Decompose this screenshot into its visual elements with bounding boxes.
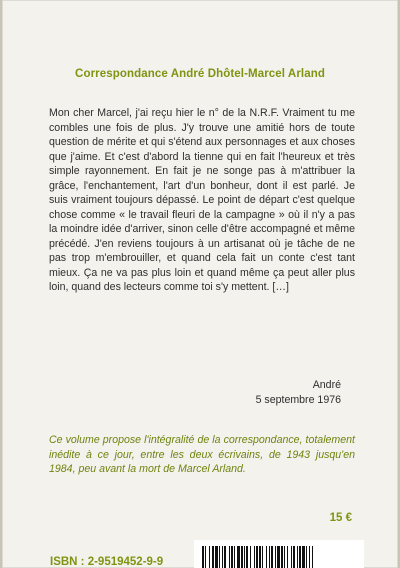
barcode <box>194 540 364 568</box>
letter-excerpt: Mon cher Marcel, j'ai reçu hier le n° de la N.R.F. Vraiment tu me combles une fois de plus. J'y trouve une amitié hors de toute question de mérite et qui s'étend aux personnages et aux choses que j'aime. Et c'est d'abord la tienne qui en fait l'heureux et très simple rayonnement. En fait je ne songe pas à m'attribuer la grâce, l'enchantement, l'art d'un bonheur, dont il est parlé. Je suis vraiment toujours dépassé. Le point de départ c'est quelque chose comme « le travail fleuri de la campagne » où il n'y a pas la moindre idée d'arriver, sinon celle d'être accompagné et même précédé. J'en reviens toujours à un artisanat où je tâche de ne pas trop m'embrouiller, et quand cela fait un conte c'est tant mieux. Ça ne va pas plus loin et quand même ça peut aller plus loin, quand des lecteurs comme toi s'y mettent. […] <box>49 107 355 293</box>
presentation-text: Ce volume propose l'intégralité de la correspondance, totalement inédite à ce jour, entre les deux écrivains, de 1943 jusqu'en 1984, peu avant la mort de Marcel Arland. <box>49 434 355 475</box>
book-back-cover <box>2 0 398 568</box>
book-title: Correspondance André Dhôtel-Marcel Arland <box>75 68 325 80</box>
signature-name: André <box>312 379 341 391</box>
isbn-label: ISBN : 2-9519452-9-9 <box>50 556 164 568</box>
barcode-icon <box>202 546 356 568</box>
price: 15 € <box>329 512 352 524</box>
signature-date: 5 septembre 1976 <box>255 394 341 406</box>
